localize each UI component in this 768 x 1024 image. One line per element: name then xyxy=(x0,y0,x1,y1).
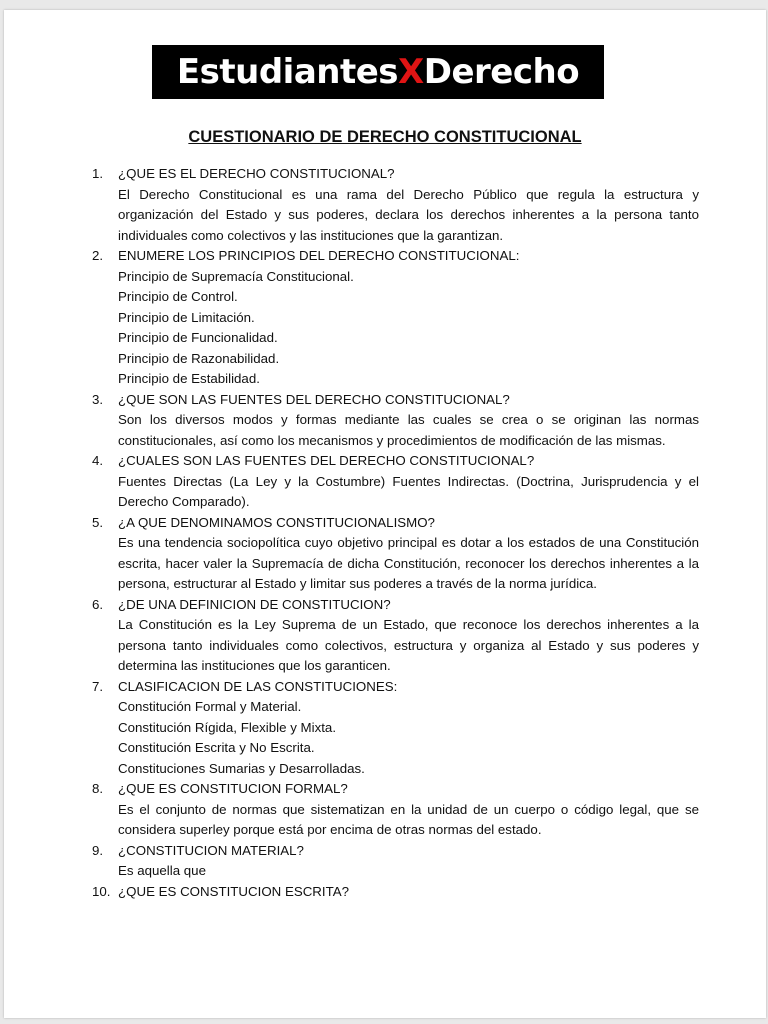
question-text: ENUMERE LOS PRINCIPIOS DEL DERECHO CONSTITUCIONAL: xyxy=(118,248,520,263)
list-item: Principio de Funcionalidad. xyxy=(118,330,278,345)
list-item: Constitución Escrita y No Escrita. xyxy=(118,740,315,755)
document-title: CUESTIONARIO DE DERECHO CONSTITUCIONAL xyxy=(188,128,582,146)
answer: El Derecho Constitucional es una rama del Derecho Público que regula la estructura y organización del Estado y sus poderes, declara los derechos inherentes a la persona tanto individuales como colectivos y las instituciones que la garantizan. xyxy=(118,186,699,243)
answer: Son los diversos modos y formas mediante las cuales se crea o se originan las normas constitucionales, así como los mecanismos y procedimientos de modificación de las mismas. xyxy=(118,412,699,448)
question-text: ¿CUALES SON LAS FUENTES DEL DERECHO CONSTITUCIONAL? xyxy=(118,453,535,468)
document-page xyxy=(4,10,766,1018)
question-text: ¿QUE ES CONSTITUCION FORMAL? xyxy=(118,781,348,796)
question-text: ¿DE UNA DEFINICION DE CONSTITUCION? xyxy=(118,596,391,612)
questionnaire xyxy=(92,164,699,902)
answer: Es aquella que xyxy=(118,863,206,878)
question-number: 7. xyxy=(92,678,104,694)
answer-list xyxy=(92,267,699,390)
list-item: Principio de Control. xyxy=(118,289,238,304)
answer: Fuentes Directas (La Ley y la Costumbre) Fuentes Indirectas. (Doctrina, Jurisprudencia y el Derecho Comparado). xyxy=(118,473,699,509)
logo xyxy=(152,45,604,99)
question-number: 5. xyxy=(92,514,104,530)
question xyxy=(92,882,699,903)
answer: Es una tendencia sociopolítica cuyo objetivo principal es dotar a los estados de una Constitución escrita, hacer valer la Supremacía de dicha Constitución, reconocer los derechos inherentes a la persona, estructurar al Estado y limitar sus poderes a través de la norma jurídica. xyxy=(118,535,699,591)
question-text: CLASIFICACION DE LAS CONSTITUCIONES: xyxy=(118,678,398,694)
answer-list xyxy=(92,697,699,779)
list-item: Constitución Rígida, Flexible y Mixta. xyxy=(118,719,337,735)
question-text: ¿QUE ES CONSTITUCION ESCRITA? xyxy=(118,883,349,899)
question xyxy=(92,677,699,698)
question xyxy=(92,246,699,267)
question xyxy=(92,164,699,185)
question-text: ¿CONSTITUCION MATERIAL? xyxy=(118,842,304,858)
question xyxy=(92,451,699,472)
logo-text-part2: Derecho xyxy=(423,52,580,92)
list-item: Principio de Estabilidad. xyxy=(118,371,260,386)
logo-text-part1: Estudiantes xyxy=(176,52,399,92)
question xyxy=(92,841,699,862)
question xyxy=(92,513,699,534)
question-number: 8. xyxy=(92,781,104,796)
answer: Es el conjunto de normas que sistematizan en la unidad de un cuerpo o código legal, que se considera superley porque está por encima de otras normas del estado. xyxy=(118,801,699,837)
question-number: 9. xyxy=(92,842,104,858)
question xyxy=(92,390,699,411)
question-number: 10. xyxy=(92,883,111,899)
list-item: Principio de Supremacía Constitucional. xyxy=(118,268,354,284)
question xyxy=(92,595,699,616)
answer: La Constitución es la Ley Suprema de un Estado, que reconoce los derechos inherentes a la persona tanto individuales como colectivos, estructura y organiza al Estado y sus poderes y determina las instituciones que los garanticen. xyxy=(118,617,699,673)
list-item: Principio de Limitación. xyxy=(118,309,255,325)
question-number: 1. xyxy=(92,166,104,181)
list-item: Principio de Razonabilidad. xyxy=(118,350,280,366)
question-text: ¿QUE ES EL DERECHO CONSTITUCIONAL? xyxy=(118,166,395,181)
question-number: 2. xyxy=(92,248,104,263)
question-text: ¿A QUE DENOMINAMOS CONSTITUCIONALISMO? xyxy=(118,514,435,530)
question-number: 3. xyxy=(92,391,104,407)
list-item: Constituciones Sumarias y Desarrolladas. xyxy=(118,760,365,776)
list-item: Constitución Formal y Material. xyxy=(118,699,302,714)
question-number: 6. xyxy=(92,596,104,612)
question-number: 4. xyxy=(92,453,104,468)
question-text: ¿QUE SON LAS FUENTES DEL DERECHO CONSTITUCIONAL? xyxy=(118,391,510,407)
question xyxy=(92,779,699,800)
logo-text-x: X xyxy=(398,52,424,92)
